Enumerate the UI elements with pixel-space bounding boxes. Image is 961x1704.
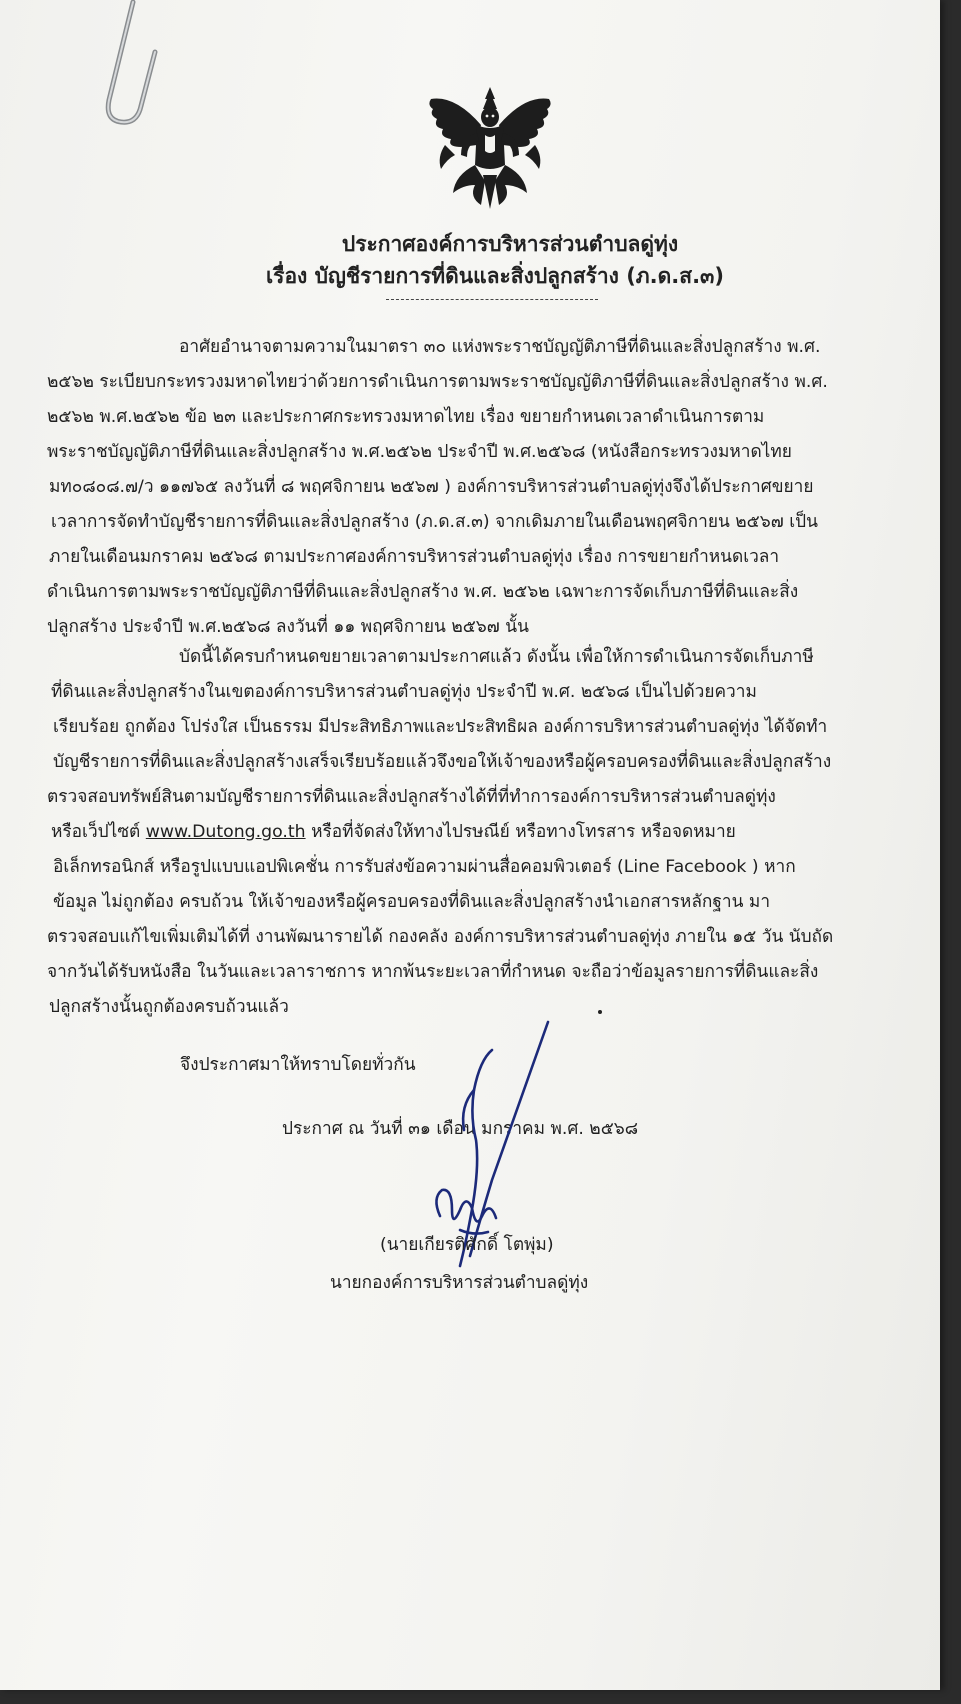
paragraph-line: จากวันได้รับหนังสือ ในวันและเวลาราชการ หากพ้นระยะเวลาที่กำหนด จะถือว่าข้อมูลรายการที่ดินและสิ่ง	[47, 962, 819, 982]
paragraph-line: ภายในเดือนมกราคม ๒๕๖๘ ตามประกาศองค์การบริหารส่วนตำบลดู่ทุ่ง เรื่อง การขยายกำหนดเวลา	[49, 547, 780, 567]
announcement-subject: เรื่อง บัญชีรายการที่ดินและสิ่งปลูกสร้าง (ภ.ด.ส.๓)	[265, 264, 724, 288]
paragraph-line: ตรวจสอบแก้ไขเพิ่มเติมได้ที่ งานพัฒนารายได้ กองคลัง องค์การบริหารส่วนตำบลดู่ทุ่ง ภายใน ๑๕ วัน นับถัด	[47, 927, 834, 947]
signer-position: นายกองค์การบริหารส่วนตำบลดู่ทุ่ง	[330, 1273, 589, 1293]
paragraph-line: ตรวจสอบทรัพย์สินตามบัญชีรายการที่ดินและสิ่งปลูกสร้างได้ที่ที่ทำการองค์การบริหารส่วนตำบลดู่ทุ่ง	[47, 787, 776, 807]
announcement-title: ประกาศองค์การบริหารส่วนตำบลดู่ทุ่ง	[341, 232, 679, 256]
paragraph-line: ปลูกสร้างนั้นถูกต้องครบถ้วนแล้ว	[49, 997, 289, 1017]
paragraph-line: เวลาการจัดทำบัญชีรายการที่ดินและสิ่งปลูกสร้าง (ภ.ด.ส.๓) จากเดิมภายในเดือนพฤศจิกายน ๒๕๖๗ เป็น	[51, 512, 818, 532]
signer-name: (นายเกียรติศักดิ์ โตพุ่ม)	[380, 1235, 554, 1255]
paragraph-line: มท๐๘๐๘.๗/ว ๑๑๗๖๕ ลงวันที่ ๘ พฤศจิกายน ๒๕๖๗ ) องค์การบริหารส่วนตำบลดู่ทุ่งจึงได้ประกาศขยาย	[49, 477, 814, 497]
paragraph-text: หรือที่จัดส่งให้ทางไปรษณีย์ หรือทางโทรสาร หรือจดหมาย	[305, 822, 736, 842]
paragraph-line: ๒๕๖๒ พ.ศ.๒๕๖๒ ข้อ ๒๓ และประกาศกระทรวงมหาดไทย เรื่อง ขยายกำหนดเวลาดำเนินการตาม	[47, 407, 765, 427]
paragraph-line: ที่ดินและสิ่งปลูกสร้างในเขตองค์การบริหารส่วนตำบลดู่ทุ่ง ประจำปี พ.ศ. ๒๕๖๘ เป็นไปด้วยความ	[51, 682, 757, 702]
paragraph-line: ปลูกสร้าง ประจำปี พ.ศ.๒๕๖๘ ลงวันที่ ๑๑ พฤศจิกายน ๒๕๖๗ นั้น	[47, 617, 529, 637]
paragraph-line: ข้อมูล ไม่ถูกต้อง ครบถ้วน ให้เจ้าของหรือผู้ครอบครองที่ดินและสิ่งปลูกสร้างนำเอกสารหลักฐาน มา	[53, 892, 771, 912]
closing-statement: จึงประกาศมาให้ทราบโดยทั่วกัน	[180, 1055, 416, 1075]
paragraph-line: ๒๕๖๒ ระเบียบกระทรวงมหาดไทยว่าด้วยการดำเนินการตามพระราชบัญญัติภาษีที่ดินและสิ่งปลูกสร้าง พ.ศ.	[47, 372, 828, 392]
website-link[interactable]: www.Dutong.go.th	[145, 822, 306, 842]
paragraph-line: บัดนี้ได้ครบกำหนดขยายเวลาตามประกาศแล้ว ดังนั้น เพื่อให้การดำเนินการจัดเก็บภาษี	[179, 647, 814, 667]
paragraph-line: พระราชบัญญัติภาษีที่ดินและสิ่งปลูกสร้าง พ.ศ.๒๕๖๒ ประจำปี พ.ศ.๒๕๖๘ (หนังสือกระทรวงมหาดไทย	[47, 442, 792, 462]
paper-clip-icon	[95, 0, 165, 130]
paragraph-line: บัญชีรายการที่ดินและสิ่งปลูกสร้างเสร็จเรียบร้อยแล้วจึงขอให้เจ้าของหรือผู้ครอบครองที่ดินและสิ่งปลูกสร้าง	[53, 752, 832, 772]
paragraph-notice	[47, 640, 923, 1025]
announcement-date: ประกาศ ณ วันที่ ๓๑ เดือน มกราคม พ.ศ. ๒๕๖๘	[282, 1119, 639, 1139]
paragraph-authority	[47, 330, 923, 645]
title-divider	[386, 299, 598, 300]
paragraph-text: หรือเว็ปไซต์	[51, 822, 146, 842]
paragraph-line: เรียบร้อย ถูกต้อง โปร่งใส เป็นธรรม มีประสิทธิภาพและประสิทธิผล องค์การบริหารส่วนตำบลดู่ทุ่ง ได้จัดทำ	[53, 717, 828, 737]
paragraph-line: อิเล็กทรอนิกส์ หรือรูปแบบแอปพิเคชั่น การรับส่งข้อความผ่านสื่อคอมพิวเตอร์ (Line Facebook ) หาก	[53, 857, 796, 877]
paragraph-line	[47, 815, 923, 850]
ink-dot	[598, 1010, 602, 1014]
garuda-emblem-icon	[425, 85, 555, 210]
paragraph-line: อาศัยอำนาจตามความในมาตรา ๓๐ แห่งพระราชบัญญัติภาษีที่ดินและสิ่งปลูกสร้าง พ.ศ.	[179, 337, 821, 357]
paragraph-line: ดำเนินการตามพระราชบัญญัติภาษีที่ดินและสิ่งปลูกสร้าง พ.ศ. ๒๕๖๒ เฉพาะการจัดเก็บภาษีที่ดินและสิ่ง	[47, 582, 799, 602]
